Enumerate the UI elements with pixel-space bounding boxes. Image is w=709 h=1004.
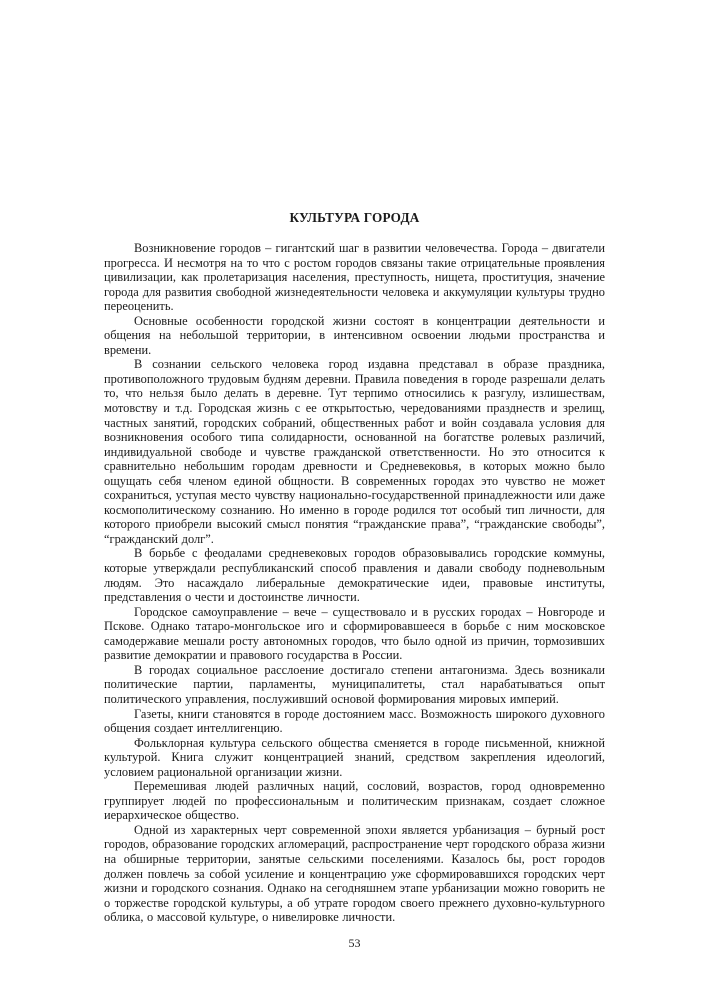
paragraph: В борьбе с феодалами средневековых городов образовывались городские коммуны, которые утверждали республиканский способ правления и давали свободу подневольным людям. Это насаждало либеральные демократические идеи, правовые институты, представления о чести и достоинстве личности. xyxy=(104,546,605,605)
paragraph: Одной из характерных черт современной эпохи является урбанизация – бурный рост городов, образование городских агломераций, распространение черт городского образа жизни на обширные территории, занятые сельскими поселениями. Казалось бы, рост городов должен повлечь за собой усиление и концентрацию уже сформировавшихся городских черт жизни и городского сознания. Однако на сегодняшнем этапе урбанизации можно говорить не о торжестве городской культуры, а об утрате городом своего прежнего духовно-культурного облика, о массовой культуре, о нивелировке личности. xyxy=(104,822,605,925)
body-paragraphs xyxy=(104,241,605,925)
page-title: КУЛЬТУРА ГОРОДА xyxy=(289,210,420,225)
paragraph: Перемешивая людей различных наций, сословий, возрастов, город одновременно группирует людей по профессиональным и политическим признакам, создает сложное иерархическое общество. xyxy=(104,779,605,823)
paragraph: Возникновение городов – гигантский шаг в развитии человечества. Города – двигатели прогресса. И несмотря на то что с ростом городов связаны такие отрицательные проявления цивилизации, как пролетаризация населения, преступность, нищета, проституция, значение города для развития свободной жизнедеятельности человека и аккумуляции культуры трудно переоценить. xyxy=(104,241,605,314)
paragraph: В сознании сельского человека город издавна представал в образе праздника, противоположного трудовым будням деревни. Правила поведения в городе разрешали делать то, что нельзя было делать в деревне. Тут терпимо относились к разгулу, излишествам, мотовству и т.д. Городская жизнь с ее открытостью, чередованиями празднеств и зрелищ, частных занятий, городских собраний, общественных работ и войн создавала условия для возникновения особого типа солидарности, основанной на богатстве ролевых различий, индивидуальной свободе и чувстве гражданской ответственности. Но это относится к сравнительно небольшим городам древности и Средневековья, в которых можно было ощущать себя членом единой общности. В современных городах это чувство не может сохраниться, уступая место чувству национально-государственной принадлежности или даже космополитическому сознанию. Но именно в городе родился тот особый тип личности, для которого приобрели высокий смысл понятия “гражданские права”, “гражданские свободы”, “гражданский долг”. xyxy=(104,357,605,546)
page-content xyxy=(104,0,605,925)
paragraph: Газеты, книги становятся в городе достоянием масс. Возможность широкого духовного общения создает интеллигенцию. xyxy=(104,706,605,736)
paragraph: Основные особенности городской жизни состоят в концентрации деятельности и общения на небольшой территории, в интенсивном освоении людьми пространства и времени. xyxy=(104,313,605,357)
paragraph: Фольклорная культура сельского общества сменяется в городе письменной, книжной культурой. Книга служит концентрацией знаний, средством закрепления идеологий, условием рациональной организации жизни. xyxy=(104,735,605,779)
page-number: 53 xyxy=(348,936,361,950)
paragraph: Городское самоуправление – вече – существовало и в русских городах – Новгороде и Пскове. Однако татаро-монгольское иго и сформировавшееся в борьбе с ним московское самодержавие мешали росту автономных городов, что было одной из причин, тормозивших развитие демократии и правового государства в России. xyxy=(104,604,605,663)
paragraph: В городах социальное расслоение достигало степени антагонизма. Здесь возникали политические партии, парламенты, муниципалитеты, стал нарабатываться опыт политического управления, послуживший основой формирования мировых империй. xyxy=(104,662,605,706)
